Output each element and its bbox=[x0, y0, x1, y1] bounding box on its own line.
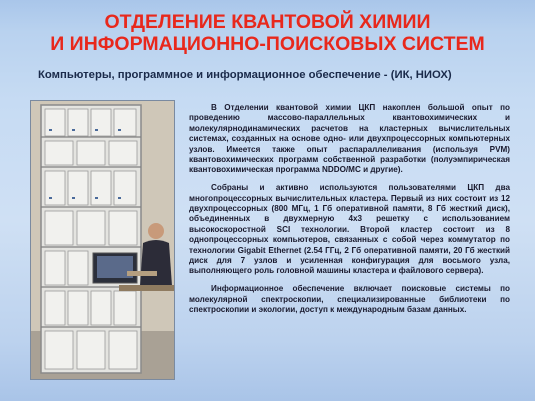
title-line-1: ОТДЕЛЕНИЕ КВАНТОВОЙ ХИМИИ bbox=[104, 11, 431, 33]
slide-subtitle: Компьютеры, программное и информационное обеспечение - (ИК, НИОХ) bbox=[38, 69, 452, 81]
paragraph-1: В Отделении квантовой химии ЦКП накоплен большой опыт по проведению массово-параллельных квантовохимических и молекулярнодинамических расчетов на кластерных вычислительных системах, созданных на основе одно- или двухпроцессорных компьютерных узлов. Имеется также опыт распараллеливания (используя PVM) квантовохимических программ собственной разработки (полуэмпирическая квантовохимическая программа NDDO/MC и другие). bbox=[189, 103, 510, 175]
title-line-2: И ИНФОРМАЦИОННО-ПОИСКОВЫХ СИСТЕМ bbox=[50, 33, 485, 55]
slide-title bbox=[0, 11, 535, 55]
server-rack-illustration bbox=[31, 101, 174, 379]
paragraph-2: Собраны и активно используются пользователями ЦКП два многопроцессорных вычислительных кластера. Первый из них состоит из 12 двухпроцессорных (800 МГц, 1 Гб оперативной памяти, 8 Гб жесткий диск), объединенных в двухмерную 4x3 решетку с использованием высокоскоростной SCI технологии. Второй кластер состоит из 8 однопроцессорных компьютеров, связанных с собой через коммутатор по технологии Gigabit Ethernet (2.54 ГГц, 2 Гб оперативной памяти, 20 Гб жесткий диск для 7 узлов и усиленная конфигурация для восьмого узла, выполняющего роль головной машины кластера и файлового сервера). bbox=[189, 183, 510, 276]
server-rack-photo bbox=[30, 100, 175, 380]
paragraph-3: Информационное обеспечение включает поисковые системы по молекулярной спектроскопии, специализированные библиотеки по спектроскопии и экологии, доступ к международным базам данных. bbox=[189, 284, 510, 314]
body-text bbox=[189, 103, 510, 323]
